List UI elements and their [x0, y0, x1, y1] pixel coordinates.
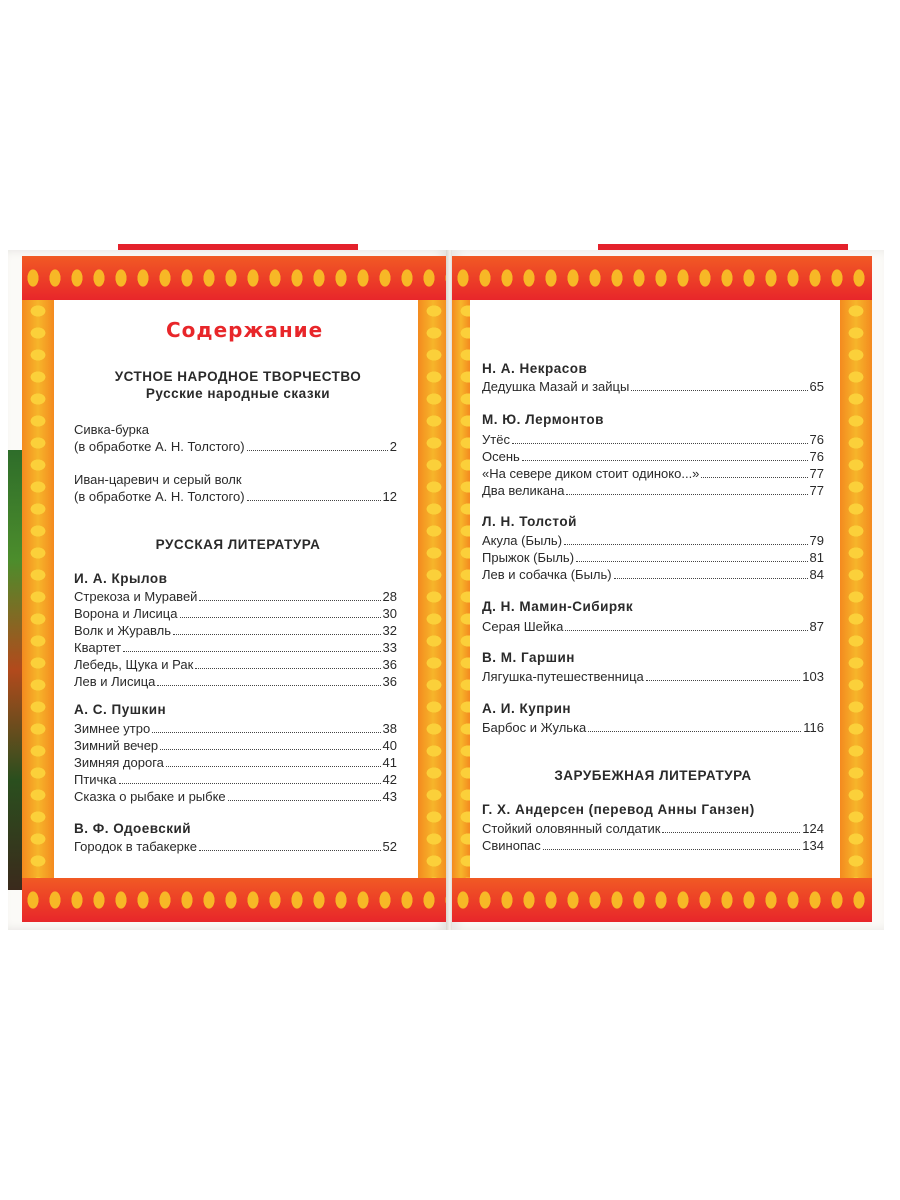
toc-entry-title: Городок в табакерке [74, 839, 197, 854]
toc-entry-title: Стрекоза и Муравей [74, 589, 198, 604]
toc-entry-title: Осень [482, 449, 520, 464]
toc-entry[interactable] [74, 438, 397, 455]
leader-dots [152, 732, 380, 733]
toc-entry-title: Зимнее утро [74, 721, 151, 736]
left-page [8, 250, 448, 930]
toc-page-number: 12 [382, 489, 397, 504]
toc-page-number: 36 [382, 674, 397, 689]
author-heading: В. Ф. Одоевский [74, 821, 192, 836]
toc-page-number: 134 [802, 838, 824, 853]
leader-dots [631, 390, 807, 391]
toc-entry[interactable] [74, 754, 397, 771]
toc-entry[interactable] [482, 668, 824, 685]
toc-entry-title: Сивка-бурка [74, 422, 150, 437]
toc-page-number: 2 [389, 439, 397, 454]
author-heading: А. С. Пушкин [74, 702, 167, 717]
toc-entry[interactable] [482, 837, 824, 854]
toc-page-number: 103 [802, 669, 824, 684]
toc-entry[interactable] [74, 639, 397, 656]
toc-page-number: 77 [809, 466, 824, 481]
leader-dots [565, 630, 807, 631]
toc-page-number: 40 [382, 738, 397, 753]
leader-dots [157, 685, 380, 686]
toc-page-number: 76 [809, 449, 824, 464]
toc-entry-title: Лев и Лисица [74, 674, 156, 689]
toc-entry[interactable] [74, 622, 397, 639]
toc-entry[interactable] [74, 720, 397, 737]
toc-entry-title: Сказка о рыбаке и рыбке [74, 789, 226, 804]
leader-dots [588, 731, 801, 732]
toc-entry[interactable] [482, 566, 824, 583]
toc-entry-title: Дедушка Мазай и зайцы [482, 379, 630, 394]
leader-dots [662, 832, 800, 833]
ornament-border-bottom [22, 878, 448, 922]
leader-dots [247, 500, 381, 501]
toc-entry[interactable] [482, 465, 824, 482]
toc-entry[interactable] [74, 588, 397, 605]
toc-page-number: 79 [809, 533, 824, 548]
toc-entry-title: Стойкий оловянный солдатик [482, 821, 661, 836]
toc-entry-title: Лев и собачка (Быль) [482, 567, 612, 582]
author-heading: А. И. Куприн [482, 701, 572, 716]
toc-entry-title: Иван-царевич и серый волк [74, 472, 242, 487]
leader-dots [123, 651, 380, 652]
toc-entry[interactable] [74, 656, 397, 673]
toc-entry-title: «На севере диком стоит одиноко...» [482, 466, 700, 481]
section-heading-russian-literature: РУССКАЯ ЛИТЕРАТУРА [155, 537, 321, 552]
toc-entry-title: Зимний вечер [74, 738, 159, 753]
leader-dots [247, 450, 388, 451]
right-page [452, 250, 884, 930]
section-subheading-folk-tales: Русские народные сказки [145, 386, 331, 401]
ornament-border-spine [418, 300, 448, 878]
leader-dots [199, 850, 381, 851]
leader-dots [195, 668, 380, 669]
ornament-border-bottom [452, 878, 872, 922]
ornament-border-top [452, 256, 872, 300]
toc-page-number: 42 [382, 772, 397, 787]
toc-entry[interactable] [482, 482, 824, 499]
toc-entry[interactable] [74, 838, 397, 855]
toc-page-number: 30 [382, 606, 397, 621]
toc-entry[interactable] [74, 788, 397, 805]
page-title: Содержание [166, 318, 324, 342]
toc-entry-title: Прыжок (Быль) [482, 550, 575, 565]
leader-dots [199, 600, 380, 601]
toc-entry[interactable] [482, 719, 824, 736]
toc-entry[interactable] [482, 549, 824, 566]
open-book [8, 250, 884, 930]
toc-entry-title: Барбос и Жулька [482, 720, 587, 735]
toc-entry[interactable] [482, 378, 824, 395]
section-heading-folk: УСТНОЕ НАРОДНОЕ ТВОРЧЕСТВО [114, 369, 362, 384]
leader-dots [173, 634, 381, 635]
author-heading: И. А. Крылов [74, 571, 168, 586]
toc-entry[interactable] [482, 448, 824, 465]
author-heading: Д. Н. Мамин-Сибиряк [482, 599, 634, 614]
toc-entry-title: Птичка [74, 772, 117, 787]
toc-entry-title: Квартет [74, 640, 122, 655]
toc-entry-title: Серая Шейка [482, 619, 564, 634]
toc-page-number: 43 [382, 789, 397, 804]
leader-dots [512, 443, 808, 444]
section-heading-foreign-literature: ЗАРУБЕЖНАЯ ЛИТЕРАТУРА [554, 768, 752, 783]
leader-dots [180, 617, 381, 618]
toc-page-number: 41 [382, 755, 397, 770]
leader-dots [119, 783, 381, 784]
toc-page-number: 84 [809, 567, 824, 582]
leader-dots [701, 477, 807, 478]
toc-entry-note: (в обработке А. Н. Толстого) [74, 489, 245, 504]
toc-entry-title: Ворона и Лисица [74, 606, 178, 621]
toc-entry-title: Акула (Быль) [482, 533, 563, 548]
toc-entry[interactable] [74, 673, 397, 690]
toc-entry[interactable] [482, 431, 824, 448]
toc-entry[interactable] [482, 532, 824, 549]
toc-page-number: 116 [803, 720, 824, 735]
leader-dots [166, 766, 381, 767]
toc-entry[interactable] [74, 737, 397, 754]
toc-page-number: 38 [382, 721, 397, 736]
toc-entry[interactable] [74, 771, 397, 788]
toc-entry-title: Волк и Журавль [74, 623, 172, 638]
toc-page-number: 77 [809, 483, 824, 498]
leader-dots [566, 494, 807, 495]
toc-entry-title: Утёс [482, 432, 510, 447]
ornament-border-left [22, 300, 54, 878]
toc-entry-note: (в обработке А. Н. Толстого) [74, 439, 245, 454]
leader-dots [522, 460, 808, 461]
toc-entry[interactable] [482, 618, 824, 635]
toc-page-number: 124 [802, 821, 824, 836]
toc-page-number: 32 [382, 623, 397, 638]
author-heading: Г. Х. Андерсен (перевод Анны Ганзен) [482, 802, 755, 817]
ornament-border-spine [452, 300, 470, 878]
toc-entry-title: Свинопас [482, 838, 541, 853]
leader-dots [228, 800, 381, 801]
toc-page-number: 28 [382, 589, 397, 604]
toc-page-number: 87 [809, 619, 824, 634]
toc-page-number: 76 [809, 432, 824, 447]
author-heading: В. М. Гаршин [482, 650, 575, 665]
author-heading: Н. А. Некрасов [482, 361, 588, 376]
leader-dots [646, 680, 801, 681]
toc-entry[interactable] [74, 605, 397, 622]
toc-entry[interactable] [74, 488, 397, 505]
ornament-border-right [840, 300, 872, 878]
leader-dots [576, 561, 807, 562]
leader-dots [614, 578, 808, 579]
toc-entry-title: Лебедь, Щука и Рак [74, 657, 194, 672]
leader-dots [564, 544, 807, 545]
toc-page-number: 36 [382, 657, 397, 672]
toc-page-number: 81 [809, 550, 824, 565]
toc-entry-title: Лягушка-путешественница [482, 669, 644, 684]
leader-dots [160, 749, 380, 750]
toc-page-number: 52 [382, 839, 397, 854]
leader-dots [543, 849, 801, 850]
ornament-border-top [22, 256, 448, 300]
toc-entry-title: Два великана [482, 483, 565, 498]
author-heading: М. Ю. Лермонтов [482, 412, 604, 427]
toc-page-number: 65 [809, 379, 824, 394]
toc-entry[interactable] [482, 820, 824, 837]
author-heading: Л. Н. Толстой [482, 514, 577, 529]
toc-page-number: 33 [382, 640, 397, 655]
toc-entry-title: Зимняя дорога [74, 755, 164, 770]
